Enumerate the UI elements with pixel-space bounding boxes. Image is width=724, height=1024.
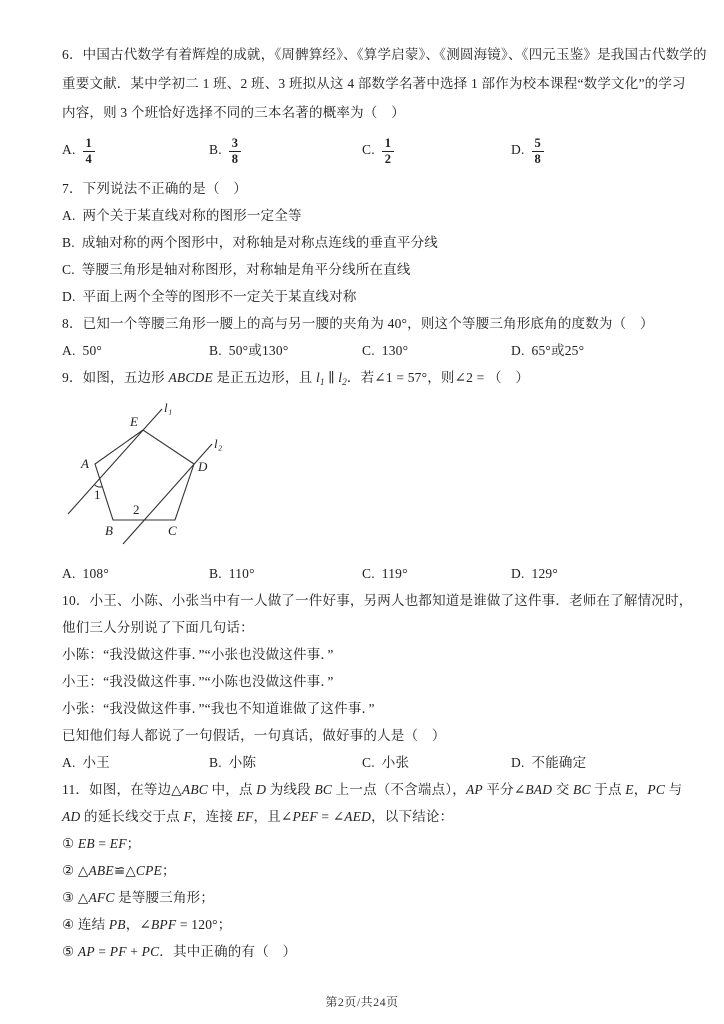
option-label: C. — [362, 566, 375, 581]
text-segment: 是等腰三角形； — [114, 890, 215, 905]
text-segment: ，以下结论： — [371, 809, 454, 824]
text-segment: BC — [573, 782, 591, 797]
text-segment: E — [625, 782, 634, 797]
text-segment: ② △ — [62, 863, 89, 878]
option-label: C. — [362, 755, 375, 770]
question-11-text-line — [62, 803, 668, 830]
text-segment: ⑤ — [62, 944, 78, 959]
question-10-conclusion: 已知他们每人都说了一句假话，一句真话，做好事的人是（ ） — [62, 728, 446, 743]
text-segment: AED — [344, 809, 372, 824]
fraction-denominator: 8 — [534, 151, 541, 166]
q10-option-d — [511, 749, 668, 776]
text-segment: ； — [162, 863, 176, 878]
text-segment: ① — [62, 836, 78, 851]
question-6-text-line: 6．中国古代数学有着辉煌的成就，《周髀算经》、《算学启蒙》、《测圆海镜》、《四元玉鉴》是我国古代数学的 — [62, 47, 707, 62]
label-angle-2: 2 — [133, 502, 140, 517]
text-segment: AFC — [88, 890, 115, 905]
text-segment: = — [94, 944, 110, 959]
question-10-text-line: 10．小王、小陈、小张当中有一人做了一件好事，另两人也都知道是谁做了这件事．老师在了解情况时， — [62, 593, 693, 608]
question-10-text-line: 他们三人分别说了下面几句话： — [62, 620, 254, 635]
option-label: B. — [209, 566, 222, 581]
question-10 — [62, 587, 693, 776]
option-label: D. — [511, 343, 525, 358]
text-segment: ，且∠ — [253, 809, 293, 824]
q7-option-b — [62, 229, 668, 256]
text-segment: ，∠ — [125, 917, 151, 932]
option-value: 小陈 — [228, 755, 257, 770]
text-segment: ，连接 — [191, 809, 237, 824]
question-8-options — [62, 337, 668, 364]
option-label: A. — [62, 566, 76, 581]
q9-option-a — [62, 560, 209, 587]
option-value: 不能确定 — [531, 755, 587, 770]
question-9-stem — [62, 364, 668, 396]
question-8-stem: 8．已知一个等腰三角形一腰上的高与另一腰的夹角为 40°，则这个等腰三角形底角的度数为（ ） — [62, 316, 654, 331]
option-label: A. — [62, 208, 76, 223]
q11-conclusion-5 — [62, 938, 668, 965]
fraction — [83, 136, 95, 166]
text-segment: l — [316, 370, 320, 385]
label-C: C — [168, 523, 177, 538]
text-segment: ．若∠1 = 57°，则∠2 = （ ） — [346, 370, 530, 385]
option-value: 两个关于某直线对称的图形一定全等 — [82, 208, 302, 223]
text-segment: l — [338, 370, 343, 385]
text-segment: 与 — [665, 782, 683, 797]
text-segment: AP — [77, 944, 95, 959]
question-9 — [62, 364, 668, 587]
text-segment: ④ 连结 — [62, 917, 109, 932]
option-value: 成轴对称的两个图形中，对称轴是对称点连线的垂直平分线 — [81, 235, 438, 250]
question-11-text-line — [62, 776, 683, 803]
text-segment: = ∠ — [317, 809, 345, 824]
text-segment: ≌△ — [113, 863, 136, 878]
option-label: A. — [62, 142, 76, 158]
fraction-denominator: 4 — [85, 151, 92, 166]
pentagon-figure — [50, 400, 250, 558]
option-label: C. — [362, 343, 375, 358]
question-6-text-line: 重要文献．某中学初二 1 班、2 班、3 班拟从这 4 部数学名著中选择 1 部作为校本课程“数学文化”的学习 — [62, 76, 686, 91]
label-l2: l₂ — [214, 436, 223, 451]
text-segment: ABE — [88, 863, 114, 878]
option-label: D. — [511, 755, 525, 770]
q11-conclusion-2 — [62, 857, 668, 884]
text-segment: PB — [108, 917, 126, 932]
option-label: B. — [209, 343, 222, 358]
text-segment: ．其中正确的有（ ） — [159, 944, 297, 959]
text-segment: BPF — [150, 917, 177, 932]
page-number-footer: 第2页/共24页 — [325, 995, 399, 1009]
option-value: 119° — [381, 566, 408, 581]
q6-option-a — [62, 136, 209, 166]
text-segment: 为线段 — [266, 782, 315, 797]
q7-option-d — [62, 283, 668, 310]
q7-option-c — [62, 256, 668, 283]
option-value: 129° — [531, 566, 558, 581]
question-11 — [62, 776, 683, 965]
question-8 — [62, 310, 668, 364]
statement-zhang: 小张：“我没做这件事．”“我也不知道谁做了这件事．” — [62, 701, 375, 716]
option-value: 110° — [228, 566, 255, 581]
text-segment: D — [256, 782, 267, 797]
q6-option-c — [362, 136, 511, 166]
text-segment: ③ △ — [62, 890, 89, 905]
text-segment: 2 — [342, 377, 347, 387]
statement-chen: 小陈：“我没做这件事．”“小张也没做这件事．” — [62, 647, 334, 662]
text-segment: 是正五边形，且 — [212, 370, 316, 385]
q8-option-a — [62, 337, 209, 364]
question-7 — [62, 175, 668, 310]
option-label: A. — [62, 755, 76, 770]
fraction-numerator: 5 — [532, 136, 544, 151]
statement-wang: 小王：“我没做这件事．”“小陈也没做这件事．” — [62, 674, 334, 689]
text-segment: ， — [633, 782, 648, 797]
q11-conclusion-1 — [62, 830, 668, 857]
pentagon-outline — [95, 430, 194, 520]
q8-option-c — [362, 337, 511, 364]
q8-option-d — [511, 337, 668, 364]
q8-option-b — [209, 337, 362, 364]
text-segment: 于点 — [590, 782, 626, 797]
label-B: B — [105, 523, 114, 538]
option-label: C. — [362, 142, 375, 158]
question-6-options — [62, 127, 668, 175]
text-segment: PEF — [292, 809, 318, 824]
text-segment: PC — [647, 782, 666, 797]
text-segment: 11．如图，在等边△ — [62, 782, 182, 797]
option-label: B. — [62, 235, 75, 250]
fraction-numerator: 3 — [229, 136, 241, 151]
text-segment: + — [126, 944, 142, 959]
question-9-options — [62, 560, 668, 587]
text-segment: F — [183, 809, 192, 824]
fraction — [229, 136, 241, 166]
option-value: 50°或130° — [228, 343, 289, 358]
q6-option-d — [511, 136, 668, 166]
fraction — [382, 136, 394, 166]
text-segment: ABCDE — [168, 370, 213, 385]
text-segment: AP — [465, 782, 483, 797]
page-content — [62, 40, 707, 965]
option-label: A. — [62, 343, 76, 358]
question-6 — [62, 40, 707, 175]
text-segment: EF — [109, 836, 127, 851]
text-segment: 中，点 — [208, 782, 257, 797]
option-label: B. — [209, 755, 222, 770]
fraction-denominator: 8 — [231, 151, 239, 166]
text-segment: 交 — [552, 782, 574, 797]
label-A: A — [81, 456, 90, 471]
option-label: D. — [511, 142, 525, 158]
question-10-options — [62, 749, 668, 776]
label-E: E — [130, 414, 139, 429]
fraction-numerator: 1 — [382, 136, 394, 151]
text-segment: EF — [236, 809, 254, 824]
q6-option-b — [209, 136, 362, 166]
text-segment: = — [94, 836, 110, 851]
fraction — [532, 136, 544, 166]
text-segment: ； — [126, 836, 141, 851]
text-segment: BC — [314, 782, 333, 797]
q9-option-b — [209, 560, 362, 587]
text-segment: 9．如图，五边形 — [62, 370, 169, 385]
q11-conclusion-3 — [62, 884, 668, 911]
q10-option-b — [209, 749, 362, 776]
option-value: 小王 — [82, 755, 110, 770]
text-segment: 1 — [319, 377, 325, 387]
text-segment: BAD — [525, 782, 553, 797]
option-value: 平面上两个全等的图形不一定关于某直线对称 — [82, 289, 357, 304]
label-D: D — [198, 459, 208, 474]
option-value: 小张 — [381, 755, 410, 770]
text-segment: ∥ — [324, 370, 339, 385]
label-l1: l₁ — [164, 400, 173, 415]
text-segment: 的延长线交于点 — [80, 809, 184, 824]
text-segment: = 120°； — [176, 917, 232, 932]
q9-option-c — [362, 560, 511, 587]
option-value: 等腰三角形是轴对称图形，对称轴是角平分线所在直线 — [81, 262, 411, 277]
option-value: 108° — [82, 566, 109, 581]
option-value: 130° — [381, 343, 409, 358]
option-label: D. — [62, 289, 76, 304]
text-segment: 平分∠ — [482, 782, 526, 797]
text-segment: 上一点（不含端点）， — [332, 782, 466, 797]
option-label: D. — [511, 566, 525, 581]
text-segment: PC — [141, 944, 160, 959]
label-angle-1: 1 — [94, 487, 101, 502]
fraction-numerator: 1 — [83, 136, 95, 151]
option-label: C. — [62, 262, 75, 277]
text-segment: PF — [109, 944, 127, 959]
text-segment: EB — [77, 836, 95, 851]
text-segment: ABC — [181, 782, 208, 797]
option-value: 50° — [82, 343, 103, 358]
q11-conclusion-4 — [62, 911, 668, 938]
text-segment: AD — [62, 809, 81, 824]
question-6-text-line: 内容，则 3 个班恰好选择不同的三本名著的概率为（ ） — [62, 105, 405, 120]
option-value: 65°或25° — [531, 343, 585, 358]
q10-option-c — [362, 749, 511, 776]
q9-option-d — [511, 560, 668, 587]
question-7-stem: 7．下列说法不正确的是（ ） — [62, 181, 248, 196]
text-segment: CPE — [135, 863, 163, 878]
q10-option-a — [62, 749, 209, 776]
q7-option-a — [62, 202, 668, 229]
option-label: B. — [209, 142, 222, 158]
fraction-denominator: 2 — [384, 151, 392, 166]
